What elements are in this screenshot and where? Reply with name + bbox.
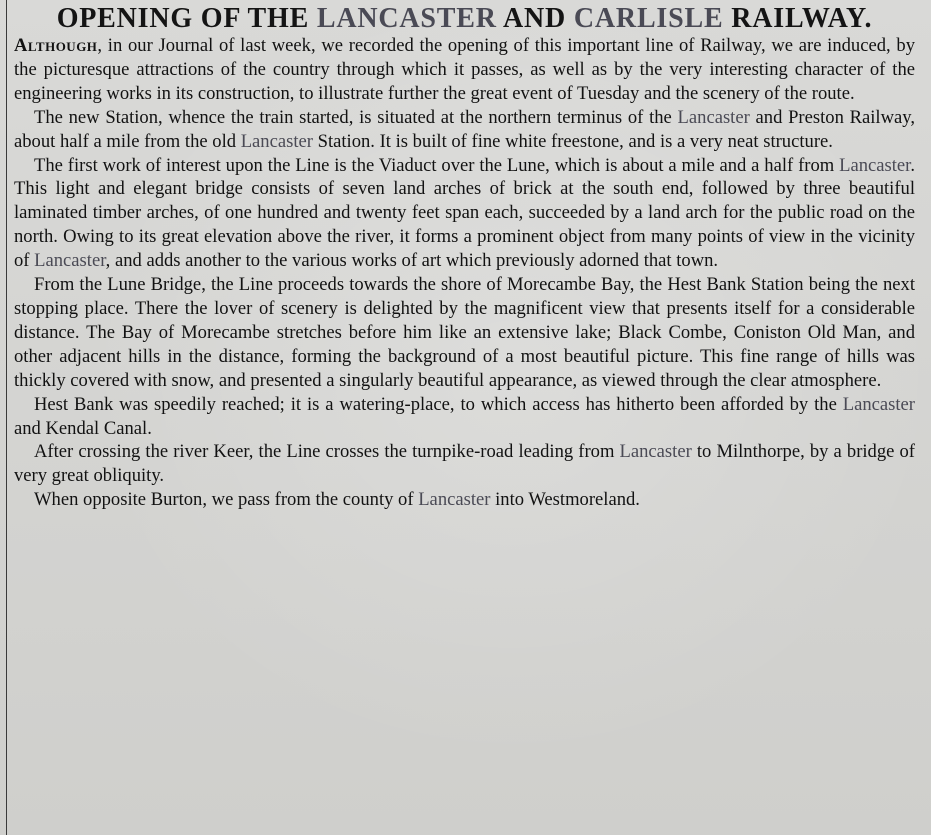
article-body	[14, 34, 915, 512]
paragraph-4: From the Lune Bridge, the Line proceeds towards the shore of Morecambe Bay, the Hest Bank Station being the next stopping place. There the lover of scenery is delighted by the magnificent view that presents itself for a considerable distance. The Bay of Morecambe stretches before him like an extensive lake; Black Combe, Coniston Old Man, and other adjacent hills in the distance, forming the background of a most beautiful picture. This fine range of hills was thickly covered with snow, and presented a singularly beautiful appearance, as viewed through the clear atmosphere.	[14, 274, 915, 391]
article-title	[14, 3, 915, 34]
paragraph-5: Hest Bank was speedily reached; it is a watering-place, to which access has hitherto been afforded by the Lancaster and Kendal Canal.	[14, 393, 915, 439]
article-title-text: OPENING OF THE LANCASTER AND CARLISLE RAILWAY.	[56, 3, 873, 34]
paragraph-7: When opposite Burton, we pass from the county of Lancaster into Westmoreland.	[34, 489, 640, 511]
paragraph-6: After crossing the river Keer, the Line crosses the turnpike-road leading from Lancaster to Milnthorpe, by a bridge of very great obliquity.	[14, 441, 915, 487]
paragraph-2: The new Station, whence the train started, is situated at the northern terminus of the Lancaster and Preston Railway, about half a mile from the old Lancaster Station. It is built of fine white freestone, and is a very neat structure.	[14, 106, 916, 152]
paragraph-1: Although, in our Journal of last week, we recorded the opening of this important line of Railway, we are induced, by the picturesque attractions of the country through which it passes, as well as by the very interesting character of the engineering works in its construction, to illustrate further the great event of Tuesday and the scenery of the route.	[14, 35, 915, 104]
paragraph-3: The first work of interest upon the Line is the Viaduct over the Lune, which is about a mile and a half from Lancaster. This light and elegant bridge consists of seven land arches of brick at the south end, followed by three beautiful laminated timber arches, of one hundred and twenty feet span each, succeeded by a land arch for the public road on the north. Owing to its great elevation above the river, it forms a prominent object from many points of view in the vicinity of Lancaster, and adds another to the various works of art which previously adorned that town.	[14, 154, 915, 272]
column-rule	[6, 0, 7, 835]
